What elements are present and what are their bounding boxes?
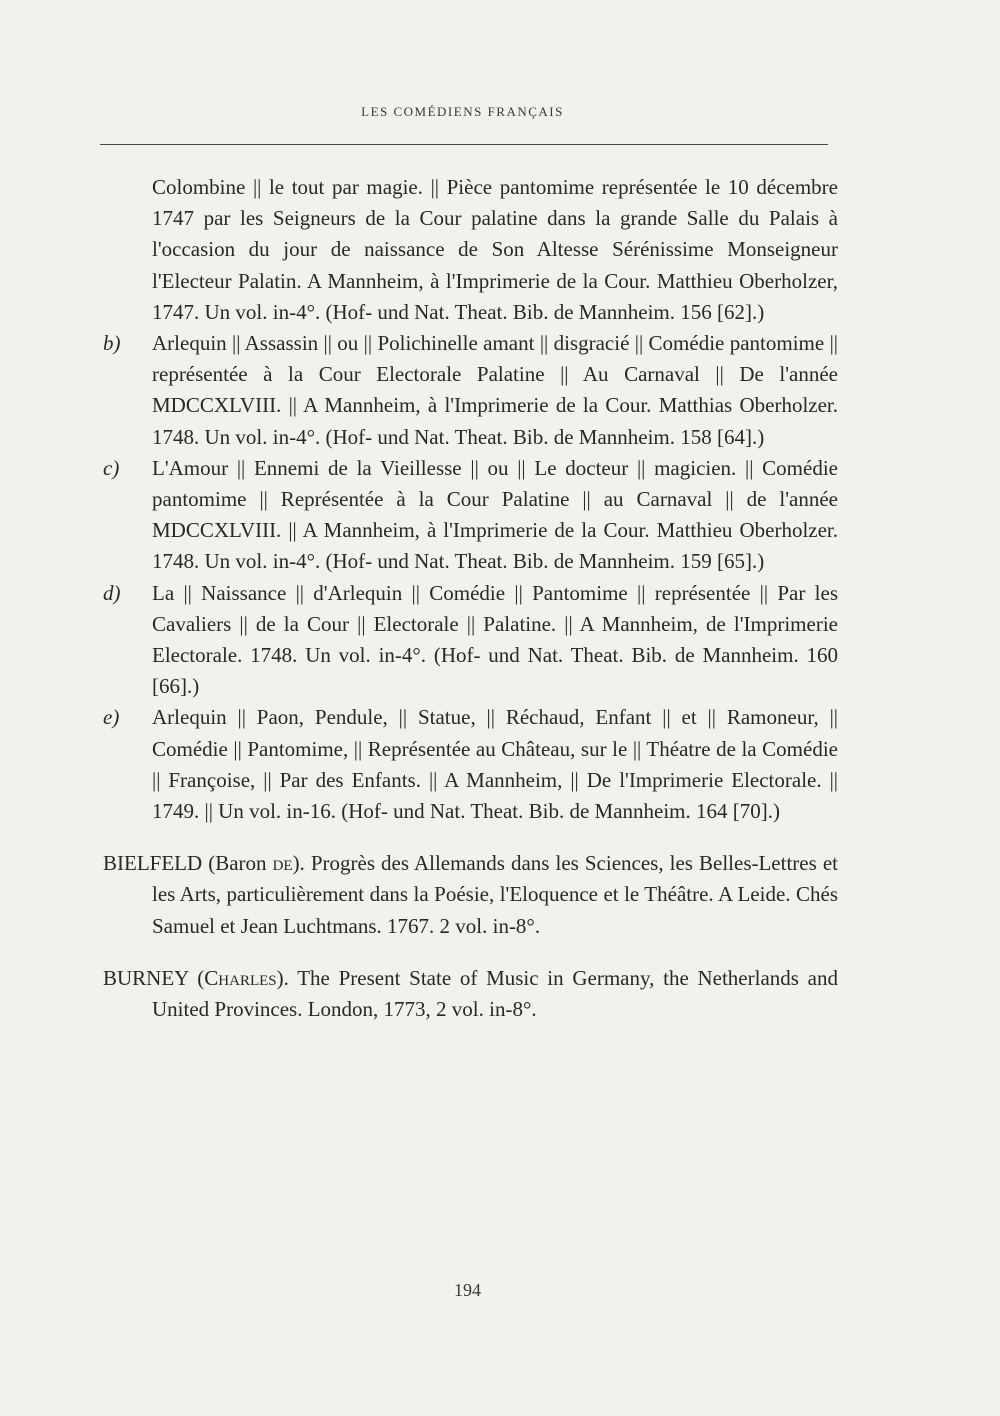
item-marker: b) bbox=[103, 331, 121, 356]
author-name: BURNEY bbox=[103, 965, 189, 990]
author-qualifier: de bbox=[272, 851, 293, 876]
running-title: LES COMÉDIENS FRANÇAIS bbox=[361, 104, 564, 119]
entry-text: Progrès des Allemands dans les Sciences, les Belles-Lettres et les Arts, particulièrement dans la Poésie, l'Eloquence et le Théâtre. A Leide. Chés Samuel et Jean Luchtmans. 1767. 2 vol. in-8°. bbox=[152, 851, 838, 938]
item-marker: d) bbox=[103, 580, 121, 605]
item-text: L'Amour || Ennemi de la Vieillesse || ou || Le docteur || magicien. || Comédie pantomime || Représentée à la Cour Palatine || au Carnaval || de l'année MDCCXLVIII. || A Mannheim, à l'Imprimerie de la Cour. Matthieu Oberholzer. 1748. Un vol. in-4°. (Hof- und Nat. Theat. Bib. de Mannheim. 159 [65].) bbox=[152, 455, 838, 574]
author-qualifier: Charles bbox=[204, 965, 277, 990]
item-text: Arlequin || Paon, Pendule, || Statue, || Réchaud, Enfant || et || Ramoneur, || Comédie || Pantomime, || Représentée au Château, sur le || Théatre de la Comédie || Françoise, || Par des Enfants. || A Mannheim, || De l'Imprimerie Electorale. || 1749. || Un vol. in-16. (Hof- und Nat. Theat. Bib. de Mannheim. 164 [70].) bbox=[152, 705, 838, 824]
bibliography-entry-bielfeld bbox=[103, 848, 838, 942]
list-item bbox=[103, 328, 838, 453]
list-item bbox=[103, 578, 838, 703]
qualifier-close: ). bbox=[276, 965, 298, 990]
entry-text: The Present State of Music in Germany, the Netherlands and United Provinces. London, 1773, 2 vol. in-8°. bbox=[152, 965, 838, 1022]
continuation-paragraph: Colombine || le tout par magie. || Pièce pantomime représentée le 10 décembre 1747 par les Seigneurs de la Cour palatine dans la grande Salle du Palais à l'occasion du jour de naissance de Son Altesse Sérénissime Monseigneur l'Electeur Palatin. A Mannheim, à l'Imprimerie de la Cour. Matthieu Oberholzer, 1747. Un vol. in-4°. (Hof- und Nat. Theat. Bib. de Mannheim. 156 [62].) bbox=[152, 175, 838, 324]
header-rule bbox=[100, 144, 828, 145]
qualifier-open: ( bbox=[188, 965, 205, 990]
item-text: La || Naissance || d'Arlequin || Comédie || Pantomime || représentée || Par les Cavaliers || de la Cour || Electorale || Palatine. || A Mannheim, de l'Imprimerie Electorale. 1748. Un vol. in-4°. (Hof- und Nat. Theat. Bib. de Mannheim. 160 [66].) bbox=[152, 580, 838, 699]
qualifier-close: ). bbox=[292, 851, 311, 876]
entry-spacer bbox=[103, 942, 838, 963]
list-item bbox=[103, 702, 838, 827]
author-name: BIELFELD bbox=[103, 851, 203, 876]
page-number: 194 bbox=[454, 1280, 481, 1300]
item-marker: c) bbox=[103, 455, 120, 480]
item-marker: e) bbox=[103, 705, 120, 730]
bibliography-entry-burney bbox=[103, 963, 838, 1025]
list-item bbox=[103, 453, 838, 578]
item-text: Arlequin || Assassin || ou || Polichinelle amant || disgracié || Comédie pantomime || représentée à la Cour Electorale Palatine || Au Carnaval || De l'année MDCCXLVIII. || A Mannheim, à l'Imprimerie de la Cour. Matthias Oberholzer. 1748. Un vol. in-4°. (Hof- und Nat. Theat. Bib. de Mannheim. 158 [64].) bbox=[152, 331, 838, 449]
entry-spacer bbox=[103, 827, 838, 848]
page-body bbox=[103, 172, 838, 1025]
qualifier-open: (Baron bbox=[202, 851, 273, 876]
